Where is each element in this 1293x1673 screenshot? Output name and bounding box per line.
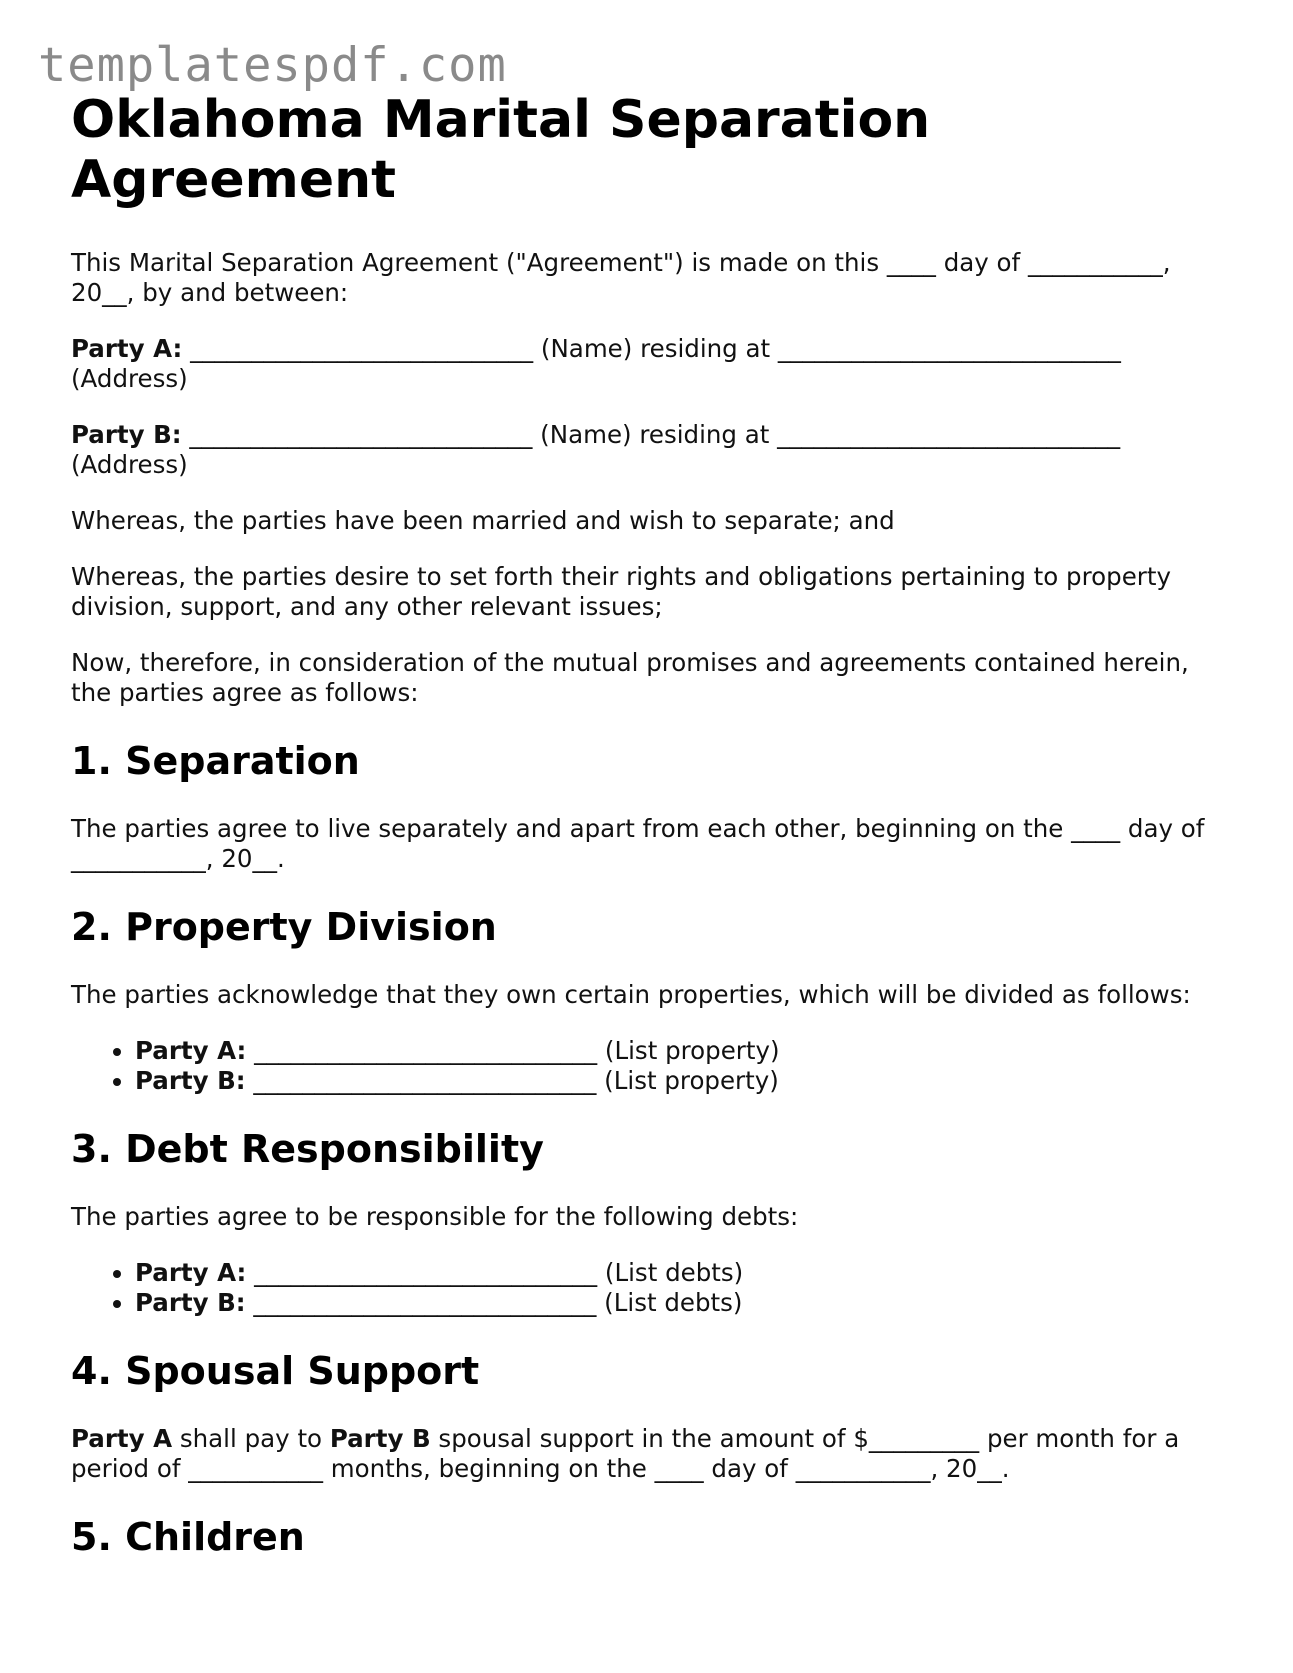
recital-married: Whereas, the parties have been married and wish to separate; and <box>71 506 895 535</box>
section-separation-title: 1. Separation <box>71 739 360 783</box>
section-support-text <box>71 1424 1231 1484</box>
property-party-a-label: Party A: <box>135 1036 247 1065</box>
intro-paragraph: This Marital Separation Agreement ("Agreement") is made on this ____ day of ___________, 20__, by and between: <box>71 248 1171 307</box>
support-party-b: Party B <box>329 1424 431 1453</box>
recital-consideration: Now, therefore, in consideration of the mutual promises and agreements contained herein, the parties agree as follows: <box>71 648 1189 707</box>
section-property-title: 2. Property Division <box>71 905 497 949</box>
party-a-details: ____________________________ (Name) residing at ____________________________ (Address) <box>71 334 1121 393</box>
list-item <box>135 1258 1231 1288</box>
party-a-line <box>71 334 1231 394</box>
party-b-details: ____________________________ (Name) residing at ____________________________ (Address) <box>71 420 1121 479</box>
support-party-a: Party A <box>71 1424 173 1453</box>
party-a-label: Party A: <box>71 334 183 363</box>
support-text-2: spousal support in the amount of $_________ per month for a period of ___________ months, beginning on the ____ day of ___________, 20__. <box>71 1424 1180 1483</box>
section-separation-text: The parties agree to live separately and apart from each other, beginning on the ____ day of ___________, 20__. <box>71 814 1205 873</box>
section-debt-text: The parties agree to be responsible for the following debts: <box>71 1202 799 1231</box>
section-support-title: 4. Spousal Support <box>71 1349 480 1393</box>
support-text-1: shall pay to <box>172 1424 330 1453</box>
list-item <box>135 1036 1231 1066</box>
debt-party-a-text: ____________________________ (List debts) <box>246 1258 744 1287</box>
section-property-text: The parties acknowledge that they own certain properties, which will be divided as follows: <box>71 980 1191 1009</box>
recital-rights: Whereas, the parties desire to set forth their rights and obligations pertaining to property division, support, and any other relevant issues; <box>71 562 1171 621</box>
party-b-label: Party B: <box>71 420 182 449</box>
property-list <box>71 1036 1231 1096</box>
section-debt-title: 3. Debt Responsibility <box>71 1127 544 1171</box>
debt-list <box>71 1258 1231 1318</box>
list-item <box>135 1288 1231 1318</box>
debt-party-b-label: Party B: <box>135 1288 246 1317</box>
debt-party-a-label: Party A: <box>135 1258 247 1287</box>
document <box>71 90 1231 1590</box>
list-item <box>135 1066 1231 1096</box>
property-party-a-text: ____________________________ (List property) <box>246 1036 780 1065</box>
document-title: Oklahoma Marital Separation Agreement <box>71 90 931 210</box>
debt-party-b-text: ____________________________ (List debts) <box>245 1288 743 1317</box>
party-b-line <box>71 420 1231 480</box>
property-party-b-label: Party B: <box>135 1066 246 1095</box>
watermark: templatespdf.com <box>38 38 507 93</box>
section-children-title: 5. Children <box>71 1515 305 1559</box>
property-party-b-text: ____________________________ (List property) <box>245 1066 779 1095</box>
